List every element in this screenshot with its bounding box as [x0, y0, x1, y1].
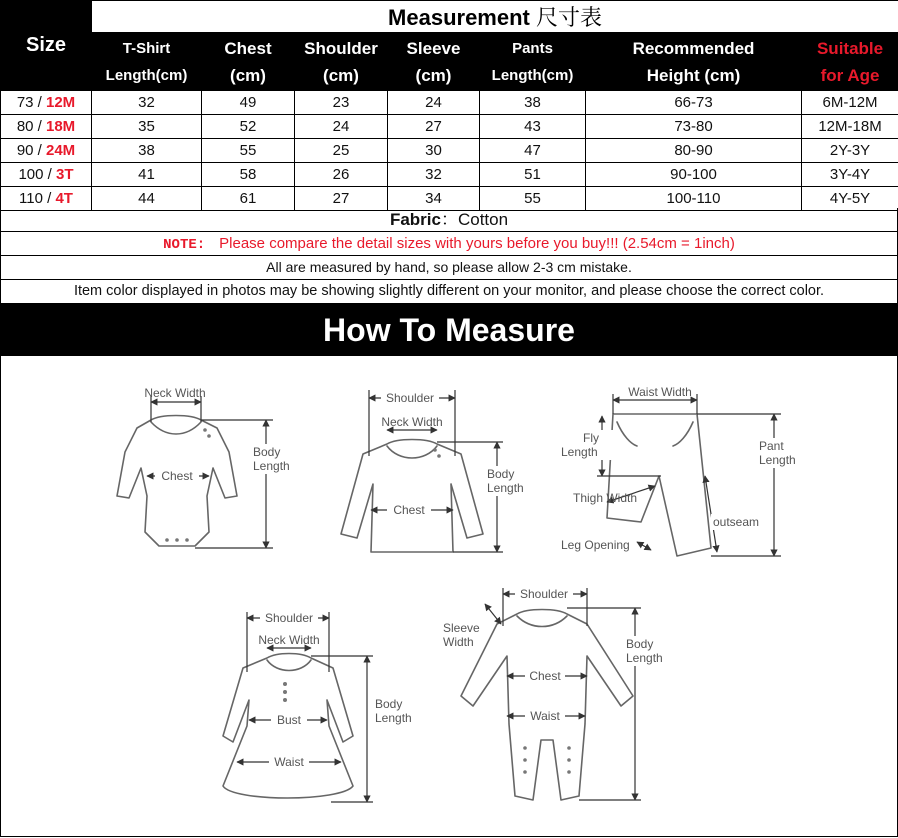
pants-outseam-label: outseam — [713, 515, 760, 529]
romper-diagram — [443, 586, 669, 800]
size-row — [1, 115, 898, 139]
hand-measure-note: All are measured by hand, so please allow 2-3 cm mistake. — [0, 256, 898, 280]
table-cell: 49 — [202, 91, 295, 115]
table-cell: 80-90 — [586, 139, 802, 163]
table-cell: 90-100 — [586, 163, 802, 187]
pants-waist-label: Waist Width — [628, 385, 692, 399]
table-cell: 27 — [388, 115, 480, 139]
size-row — [1, 187, 898, 211]
table-cell: 34 — [388, 187, 480, 211]
table-cell: 12M-18M — [802, 115, 898, 139]
dress-neck-label: Neck Width — [258, 633, 320, 647]
table-cell: 32 — [388, 163, 480, 187]
table-cell: 61 — [202, 187, 295, 211]
table-cell: 51 — [480, 163, 586, 187]
tshirt-body-label-2: Length — [487, 481, 524, 495]
size-row — [1, 91, 898, 115]
table-cell: 52 — [202, 115, 295, 139]
romper-sleeve-label-2: Width — [443, 635, 474, 649]
bodysuit-chest-label: Chest — [161, 469, 193, 483]
measurement-diagrams — [0, 356, 898, 837]
size-cell: 80 / 18M — [1, 115, 92, 139]
pants-fly-label-2: Length — [561, 445, 598, 459]
size-row — [1, 139, 898, 163]
table-cell: 6M-12M — [802, 91, 898, 115]
column-header-shoulder: Shoulder (cm) — [295, 33, 388, 91]
column-header-chest: Chest (cm) — [202, 33, 295, 91]
romper-shoulder-label: Shoulder — [519, 587, 569, 601]
bodysuit-neck-label: Neck Width — [144, 386, 206, 400]
romper-waist-label: Waist — [530, 709, 560, 723]
table-cell: 35 — [92, 115, 202, 139]
table-cell: 43 — [480, 115, 586, 139]
how-to-measure-banner: How To Measure — [0, 304, 898, 356]
column-header-tshirt-length: T-Shirt Length(cm) — [92, 33, 202, 91]
romper-sleeve-label-1: Sleeve — [443, 621, 480, 635]
table-cell: 55 — [202, 139, 295, 163]
table-cell: 55 — [480, 187, 586, 211]
note-line: NOTE: Please compare the detail sizes with yours before you buy!!! (2.54cm = 1inch) — [0, 232, 898, 256]
tshirt-body-label-1: Body — [487, 467, 515, 481]
size-cell: 110 / 4T — [1, 187, 92, 211]
table-cell: 66-73 — [586, 91, 802, 115]
color-disclaimer: Item color displayed in photos may be showing slightly different on your monitor, and please choose the correct color. — [0, 280, 898, 304]
table-cell: 100-110 — [586, 187, 802, 211]
bodysuit-body-label-2: Length — [253, 459, 290, 473]
table-cell: 38 — [92, 139, 202, 163]
dress-waist-label: Waist — [274, 755, 304, 769]
column-header-pants-length: Pants Length(cm) — [480, 33, 586, 91]
table-cell: 25 — [295, 139, 388, 163]
table-cell: 4Y-5Y — [802, 187, 898, 211]
measurement-title: Measurement 尺寸表 — [92, 1, 898, 33]
bodysuit-diagram — [117, 386, 296, 548]
table-cell: 38 — [480, 91, 586, 115]
tshirt-shoulder-label: Shoulder — [385, 391, 435, 405]
size-header: Size — [1, 1, 92, 91]
size-row — [1, 163, 898, 187]
table-cell: 32 — [92, 91, 202, 115]
size-chart-table — [0, 0, 898, 211]
table-cell: 27 — [295, 187, 388, 211]
fabric-line: Fabric：Cotton — [0, 208, 898, 232]
pants-fly-label-1: Fly — [583, 431, 599, 445]
size-cell: 73 / 12M — [1, 91, 92, 115]
tshirt-chest-label: Chest — [393, 503, 425, 517]
tshirt-diagram — [341, 390, 531, 552]
dress-body-label-2: Length — [375, 711, 412, 725]
pants-thigh-label: Thigh Width — [573, 491, 638, 505]
table-cell: 23 — [295, 91, 388, 115]
table-cell: 24 — [388, 91, 480, 115]
pants-length-label-2: Length — [759, 453, 796, 467]
table-cell: 58 — [202, 163, 295, 187]
table-cell: 73-80 — [586, 115, 802, 139]
table-cell: 41 — [92, 163, 202, 187]
column-header-suitable-age: Suitable for Age — [802, 33, 898, 91]
dress-diagram — [223, 610, 417, 802]
column-header-sleeve: Sleeve (cm) — [388, 33, 480, 91]
table-cell: 24 — [295, 115, 388, 139]
romper-body-label-2: Length — [626, 651, 663, 665]
column-header-recommended-height: Recommended Height (cm) — [586, 33, 802, 91]
table-cell: 26 — [295, 163, 388, 187]
pants-length-label-1: Pant — [759, 439, 784, 453]
pants-diagram — [561, 385, 799, 556]
table-cell: 47 — [480, 139, 586, 163]
romper-body-label-1: Body — [626, 637, 654, 651]
pants-leg-opening-label: Leg Opening — [561, 538, 630, 552]
table-cell: 2Y-3Y — [802, 139, 898, 163]
dress-shoulder-label: Shoulder — [264, 611, 314, 625]
table-cell: 30 — [388, 139, 480, 163]
dress-body-label-1: Body — [375, 697, 403, 711]
dress-bust-label: Bust — [276, 713, 302, 727]
size-cell: 90 / 24M — [1, 139, 92, 163]
tshirt-neck-label: Neck Width — [381, 415, 443, 429]
size-cell: 100 / 3T — [1, 163, 92, 187]
romper-chest-label: Chest — [529, 669, 561, 683]
table-cell: 3Y-4Y — [802, 163, 898, 187]
table-cell: 44 — [92, 187, 202, 211]
bodysuit-body-label-1: Body — [253, 445, 281, 459]
diagrams-svg — [1, 356, 897, 836]
